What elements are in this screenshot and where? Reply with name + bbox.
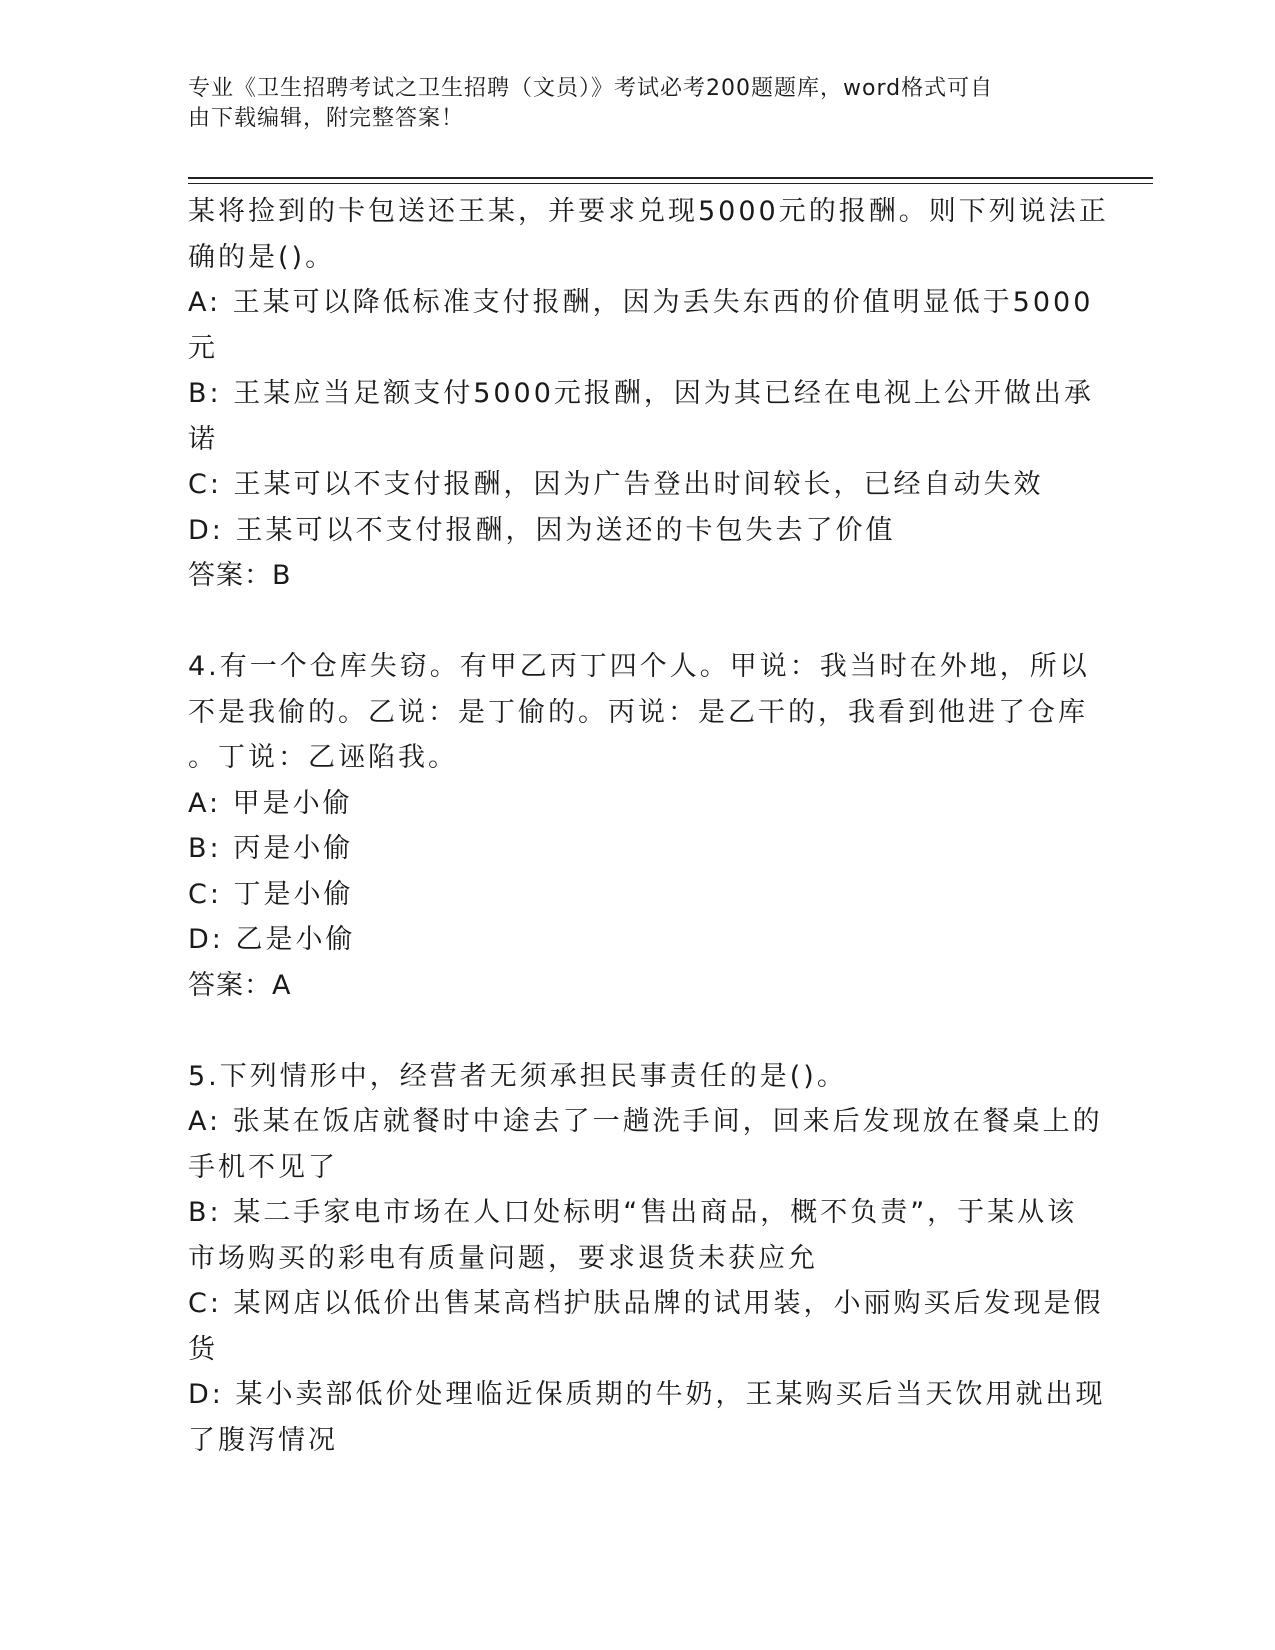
document-header	[188, 74, 1068, 134]
spacer	[188, 599, 1078, 645]
question-body	[188, 189, 1109, 1463]
option-d: D: 乙是小偷	[188, 924, 356, 955]
question-stem: 确的是()。	[188, 241, 336, 273]
answer-label: 答案：B	[188, 560, 292, 591]
header-line-1: 专业《卫生招聘考试之卫生招聘（文员）》考试必考200题题库，word格式可自	[188, 76, 994, 101]
option-b: B: 丙是小偷	[188, 833, 354, 864]
option-c: C: 王某可以不支付报酬，因为广告登出时间较长，已经自动失效	[188, 469, 1044, 500]
option-b: 诺	[188, 423, 218, 455]
option-a: A: 张某在饭店就餐时中途去了一趟洗手间，回来后发现放在餐桌上的	[188, 1106, 1103, 1137]
option-d: 了腹泻情况	[188, 1424, 338, 1456]
question-4	[188, 644, 1090, 1008]
option-c: C: 某网店以低价出售某高档护肤品牌的试用装，小丽购买后发现是假	[188, 1288, 1104, 1319]
question-stem: 5.下列情形中，经营者无须承担民事责任的是()。	[188, 1060, 847, 1092]
option-c: 货	[188, 1333, 218, 1365]
option-a: A: 甲是小偷	[188, 787, 353, 819]
answer-label: 答案：A	[188, 969, 292, 1001]
option-a: A: 王某可以降低标准支付报酬，因为丢失东西的价值明显低于5000	[188, 287, 1094, 318]
option-d: D: 王某可以不支付报酬，因为送还的卡包失去了价值	[188, 514, 896, 546]
option-b: B: 王某应当足额支付5000元报酬，因为其已经在电视上公开做出承	[188, 378, 1094, 409]
option-b: 市场购买的彩电有质量问题，要求退货未获应允	[188, 1242, 818, 1274]
option-d: D: 某小卖部低价处理临近保质期的牛奶，王某购买后当天饮用就出现	[188, 1379, 1106, 1410]
question-stem: 。丁说：乙诬陷我。	[188, 742, 458, 773]
option-b: B: 某二手家电市场在人口处标明“售出商品，概不负责”，于某从该	[188, 1197, 1078, 1228]
spacer	[188, 1008, 1078, 1054]
question-stem: 不是我偷的。乙说：是丁偷的。丙说：是乙干的，我看到他进了仓库	[188, 696, 1088, 728]
question-3	[188, 189, 1109, 599]
option-c: C: 丁是小偷	[188, 878, 354, 910]
question-stem: 4.有一个仓库失窃。有甲乙丙丁四个人。甲说：我当时在外地，所以	[188, 651, 1090, 682]
header-divider-thin	[188, 183, 1153, 184]
header-divider-thick	[188, 177, 1153, 179]
question-5	[188, 1054, 1106, 1464]
question-stem: 某将捡到的卡包送还王某，并要求兑现5000元的报酬。则下列说法正	[188, 196, 1109, 227]
header-line-2: 由下载编辑，附完整答案！	[188, 106, 465, 131]
option-a: 手机不见了	[188, 1151, 338, 1183]
option-a: 元	[188, 332, 218, 364]
